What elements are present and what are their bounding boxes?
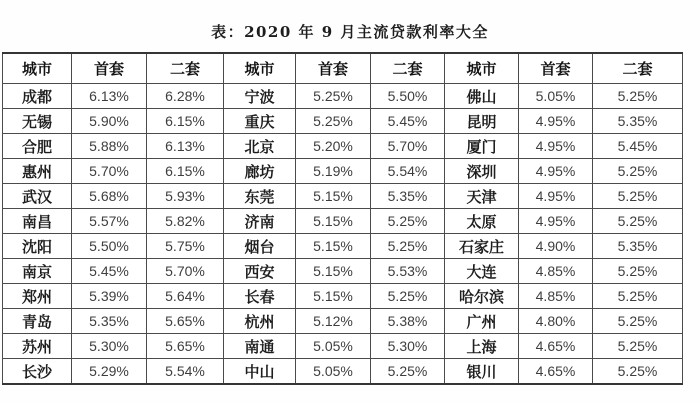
city-cell: 大连 [445, 259, 519, 284]
rate-cell: 4.65% [519, 359, 593, 385]
city-cell: 哈尔滨 [445, 284, 519, 309]
city-cell: 南京 [3, 259, 72, 284]
rate-cell: 5.35% [593, 109, 683, 134]
city-cell: 广州 [445, 309, 519, 334]
city-cell: 宁波 [224, 84, 296, 109]
rate-cell: 5.25% [371, 284, 445, 309]
header-row [3, 53, 683, 84]
rate-cell: 4.80% [519, 309, 593, 334]
rate-cell: 5.15% [296, 259, 371, 284]
rate-cell: 4.85% [519, 284, 593, 309]
column-header: 首套 [72, 53, 147, 84]
rate-cell: 5.15% [296, 234, 371, 259]
column-header: 首套 [296, 53, 371, 84]
rate-cell: 5.30% [371, 334, 445, 359]
table-row [3, 359, 683, 385]
rate-cell: 5.38% [371, 309, 445, 334]
table-row [3, 284, 683, 309]
city-cell: 西安 [224, 259, 296, 284]
rate-cell: 5.25% [593, 209, 683, 234]
rate-cell: 5.50% [72, 234, 147, 259]
city-cell: 北京 [224, 134, 296, 159]
rate-cell: 5.50% [371, 84, 445, 109]
rate-cell: 5.20% [296, 134, 371, 159]
table-row [3, 109, 683, 134]
city-cell: 长沙 [3, 359, 72, 385]
rate-cell: 6.15% [147, 159, 224, 184]
rate-cell: 5.82% [147, 209, 224, 234]
rate-cell: 5.25% [593, 259, 683, 284]
table-row [3, 334, 683, 359]
column-header: 二套 [371, 53, 445, 84]
city-cell: 合肥 [3, 134, 72, 159]
rate-cell: 4.95% [519, 184, 593, 209]
table-caption: 表：2020 年 9 月主流贷款利率大全 [211, 23, 489, 41]
rate-cell: 4.90% [519, 234, 593, 259]
rate-cell: 5.45% [371, 109, 445, 134]
city-cell: 沈阳 [3, 234, 72, 259]
city-cell: 厦门 [445, 134, 519, 159]
column-header: 首套 [519, 53, 593, 84]
column-header: 城市 [224, 53, 296, 84]
rate-cell: 5.39% [72, 284, 147, 309]
city-cell: 石家庄 [445, 234, 519, 259]
rate-cell: 5.70% [371, 134, 445, 159]
table-row [3, 259, 683, 284]
rate-cell: 5.35% [371, 184, 445, 209]
rate-cell: 5.93% [147, 184, 224, 209]
city-cell: 廊坊 [224, 159, 296, 184]
city-cell: 苏州 [3, 334, 72, 359]
rate-cell: 5.15% [296, 209, 371, 234]
table-body [3, 84, 683, 385]
city-cell: 昆明 [445, 109, 519, 134]
city-cell: 银川 [445, 359, 519, 385]
rate-cell: 5.25% [593, 284, 683, 309]
rate-cell: 5.25% [371, 209, 445, 234]
rate-cell: 5.15% [296, 184, 371, 209]
rate-cell: 5.70% [72, 159, 147, 184]
column-header: 城市 [445, 53, 519, 84]
rate-cell: 4.95% [519, 134, 593, 159]
rate-cell: 5.45% [593, 134, 683, 159]
rate-cell: 5.15% [296, 284, 371, 309]
rate-cell: 4.85% [519, 259, 593, 284]
table-row [3, 309, 683, 334]
city-cell: 惠州 [3, 159, 72, 184]
city-cell: 无锡 [3, 109, 72, 134]
city-cell: 南昌 [3, 209, 72, 234]
city-cell: 深圳 [445, 159, 519, 184]
city-cell: 杭州 [224, 309, 296, 334]
rate-cell: 5.30% [72, 334, 147, 359]
column-header: 二套 [593, 53, 683, 84]
city-cell: 青岛 [3, 309, 72, 334]
rate-cell: 5.54% [147, 359, 224, 385]
city-cell: 济南 [224, 209, 296, 234]
city-cell: 烟台 [224, 234, 296, 259]
rate-cell: 5.25% [593, 359, 683, 385]
city-cell: 郑州 [3, 284, 72, 309]
table-row [3, 159, 683, 184]
loan-rates-table [2, 52, 683, 385]
city-cell: 成都 [3, 84, 72, 109]
table-row [3, 209, 683, 234]
rate-cell: 5.29% [72, 359, 147, 385]
table-row [3, 184, 683, 209]
rate-cell: 5.25% [593, 334, 683, 359]
city-cell: 中山 [224, 359, 296, 385]
rate-cell: 5.05% [519, 84, 593, 109]
rate-cell: 5.25% [593, 309, 683, 334]
rate-cell: 5.25% [296, 84, 371, 109]
rate-cell: 6.13% [147, 134, 224, 159]
city-cell: 上海 [445, 334, 519, 359]
rate-cell: 5.90% [72, 109, 147, 134]
rate-cell: 5.19% [296, 159, 371, 184]
table-row [3, 84, 683, 109]
rate-cell: 5.35% [593, 234, 683, 259]
city-cell: 太原 [445, 209, 519, 234]
city-cell: 长春 [224, 284, 296, 309]
rate-cell: 5.64% [147, 284, 224, 309]
city-cell: 东莞 [224, 184, 296, 209]
rate-cell: 4.95% [519, 109, 593, 134]
rate-cell: 5.25% [296, 109, 371, 134]
city-cell: 天津 [445, 184, 519, 209]
rate-cell: 5.25% [371, 234, 445, 259]
rate-cell: 5.35% [72, 309, 147, 334]
column-header: 城市 [3, 53, 72, 84]
city-cell: 南通 [224, 334, 296, 359]
city-cell: 武汉 [3, 184, 72, 209]
rate-cell: 5.54% [371, 159, 445, 184]
city-cell: 佛山 [445, 84, 519, 109]
table-row [3, 134, 683, 159]
table-row [3, 234, 683, 259]
rate-cell: 5.25% [593, 184, 683, 209]
rate-cell: 5.25% [371, 359, 445, 385]
rate-cell: 5.12% [296, 309, 371, 334]
rate-cell: 4.95% [519, 209, 593, 234]
rate-cell: 5.45% [72, 259, 147, 284]
column-header: 二套 [147, 53, 224, 84]
rate-cell: 5.65% [147, 309, 224, 334]
rate-cell: 5.53% [371, 259, 445, 284]
rate-cell: 6.15% [147, 109, 224, 134]
rate-cell: 5.65% [147, 334, 224, 359]
rate-cell: 5.70% [147, 259, 224, 284]
rate-cell: 5.75% [147, 234, 224, 259]
rate-cell: 5.05% [296, 334, 371, 359]
rate-cell: 5.25% [593, 159, 683, 184]
city-cell: 重庆 [224, 109, 296, 134]
rate-cell: 5.88% [72, 134, 147, 159]
rate-cell: 5.57% [72, 209, 147, 234]
rate-cell: 4.65% [519, 334, 593, 359]
rate-cell: 6.28% [147, 84, 224, 109]
rate-cell: 5.68% [72, 184, 147, 209]
rate-cell: 5.05% [296, 359, 371, 385]
rate-cell: 6.13% [72, 84, 147, 109]
rate-cell: 5.25% [593, 84, 683, 109]
rate-cell: 4.95% [519, 159, 593, 184]
